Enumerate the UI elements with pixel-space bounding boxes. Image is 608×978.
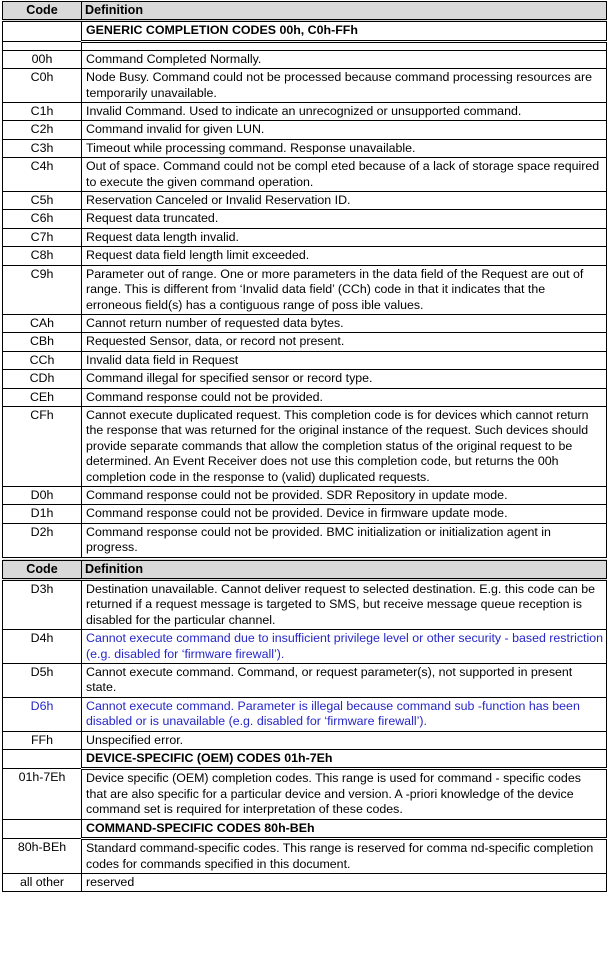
table-row [3, 228, 607, 246]
table-row [3, 50, 607, 68]
table-row [3, 769, 607, 819]
table-row [3, 210, 607, 228]
definition-column-header: Definition [82, 2, 607, 21]
code-column-header-repeat: Code [3, 559, 82, 580]
code-cell: 80h-BEh [3, 839, 82, 874]
generic-codes-body [3, 50, 607, 558]
code-cell: C6h [3, 210, 82, 228]
table-row [3, 69, 607, 103]
definition-cell: Timeout while processing command. Response unavailable. [82, 139, 607, 157]
code-cell: C4h [3, 158, 82, 192]
code-cell: 01h-7Eh [3, 769, 82, 819]
definition-cell: Cannot execute duplicated request. This completion code is for devices which cannot return the response that was returned for the original instance of the request. Such devices should provide separate commands that allow the completion status of the original request to be determined. An Event Receiver does not use this completion code, but returns the 00h completion code in the response to (valid) duplicated requests. [82, 406, 607, 486]
definition-cell: Parameter out of range. One or more parameters in the data field of the Request are out of range. This is different from ‘Invalid data field’ (CCh) code in that it indicates that the erroneous field(s) has a contiguous range of poss ible values. [82, 265, 607, 314]
code-cell: D0h [3, 486, 82, 504]
section-title-command: COMMAND-SPECIFIC CODES 80h-BEh [82, 819, 607, 838]
definition-cell: Unspecified error. [82, 731, 607, 749]
table-row [3, 406, 607, 486]
table-row [3, 192, 607, 210]
generic-codes-body-continued [3, 580, 607, 750]
definition-cell: Reservation Canceled or Invalid Reservation ID. [82, 192, 607, 210]
definition-cell: Invalid data field in Request [82, 351, 607, 369]
definition-cell: Requested Sensor, data, or record not present. [82, 333, 607, 351]
code-cell: C8h [3, 247, 82, 265]
code-cell: CCh [3, 351, 82, 369]
section-row-oem [3, 750, 607, 769]
table-row [3, 580, 607, 630]
definition-cell: Node Busy. Command could not be processed because command processing resources are temporarily unavailable. [82, 69, 607, 103]
definition-cell: Cannot execute command due to insufficient privilege level or other security - based restriction (e.g. disabled for ‘firmware firewall’). [82, 630, 607, 664]
code-cell: 00h [3, 50, 82, 68]
definition-cell: Command response could not be provided. Device in firmware update mode. [82, 505, 607, 523]
command-codes-body [3, 839, 607, 892]
definition-cell: Request data truncated. [82, 210, 607, 228]
definition-cell: Device specific (OEM) completion codes. This range is used for command - specific codes that are also specific for a particular device and version. A -priori knowledge of the device command set is required for interpretation of these codes. [82, 769, 607, 819]
table-row [3, 247, 607, 265]
table-row [3, 523, 607, 558]
definition-column-header-repeat: Definition [82, 559, 607, 580]
code-cell: C9h [3, 265, 82, 314]
code-cell: D3h [3, 580, 82, 630]
definition-cell: Request data field length limit exceeded. [82, 247, 607, 265]
definition-cell: Standard command-specific codes. This range is reserved for comma nd-specific completion codes for commands specified in this document. [82, 839, 607, 874]
definition-cell: Cannot return number of requested data bytes. [82, 314, 607, 332]
code-cell: D2h [3, 523, 82, 558]
definition-cell: Command response could not be provided. BMC initialization or initialization agent in progress. [82, 523, 607, 558]
code-cell: C1h [3, 103, 82, 121]
section-row-generic [3, 21, 607, 41]
section-title-oem: DEVICE-SPECIFIC (OEM) CODES 01h-7Eh [82, 750, 607, 769]
table-row [3, 697, 607, 731]
definition-cell: Command response could not be provided. [82, 388, 607, 406]
table-row [3, 314, 607, 332]
section-row-command [3, 819, 607, 838]
table-header-row-repeat [3, 559, 607, 580]
definition-cell: Command Completed Normally. [82, 50, 607, 68]
completion-codes-table [2, 1, 607, 892]
table-row [3, 351, 607, 369]
table-row [3, 158, 607, 192]
table-row [3, 839, 607, 874]
section-title-generic: GENERIC COMPLETION CODES 00h, C0h-FFh [82, 21, 607, 41]
code-cell: D4h [3, 630, 82, 664]
code-cell: C0h [3, 69, 82, 103]
code-cell: D1h [3, 505, 82, 523]
definition-cell: Command illegal for specified sensor or record type. [82, 370, 607, 388]
oem-codes-body [3, 769, 607, 819]
definition-cell: Out of space. Command could not be compl eted because of a lack of storage space required to execute the given command operation. [82, 158, 607, 192]
table-row [3, 103, 607, 121]
code-cell: CAh [3, 314, 82, 332]
code-cell: all other [3, 873, 82, 891]
table-row [3, 388, 607, 406]
definition-cell: reserved [82, 873, 607, 891]
code-cell: CBh [3, 333, 82, 351]
code-cell: CFh [3, 406, 82, 486]
definition-cell: Cannot execute command. Parameter is illegal because command sub -function has been disabled or is unavailable (e.g. disabled for ‘firmware firewall’). [82, 697, 607, 731]
definition-cell: Invalid Command. Used to indicate an unrecognized or unsupported command. [82, 103, 607, 121]
table-row [3, 873, 607, 891]
definition-cell: Command response could not be provided. SDR Repository in update mode. [82, 486, 607, 504]
table-row [3, 121, 607, 139]
table-row [3, 505, 607, 523]
code-cell: C5h [3, 192, 82, 210]
code-column-header: Code [3, 2, 82, 21]
table-row [3, 370, 607, 388]
definition-cell: Cannot execute command. Command, or request parameter(s), not supported in present state. [82, 664, 607, 698]
table-row [3, 486, 607, 504]
code-cell: C3h [3, 139, 82, 157]
table-row [3, 630, 607, 664]
table-row [3, 731, 607, 749]
definition-cell: Request data length invalid. [82, 228, 607, 246]
code-cell: CEh [3, 388, 82, 406]
table-row [3, 265, 607, 314]
code-cell: D6h [3, 697, 82, 731]
code-cell: FFh [3, 731, 82, 749]
table-row [3, 333, 607, 351]
definition-cell: Destination unavailable. Cannot deliver request to selected destination. E.g. this code can be returned if a request message is targeted to SMS, but receive message queue reception is disabled for the particular channel. [82, 580, 607, 630]
table-row [3, 139, 607, 157]
table-header-row [3, 2, 607, 21]
definition-cell: Command invalid for given LUN. [82, 121, 607, 139]
table-row [3, 664, 607, 698]
code-cell: CDh [3, 370, 82, 388]
code-cell: C2h [3, 121, 82, 139]
code-cell: C7h [3, 228, 82, 246]
code-cell: D5h [3, 664, 82, 698]
